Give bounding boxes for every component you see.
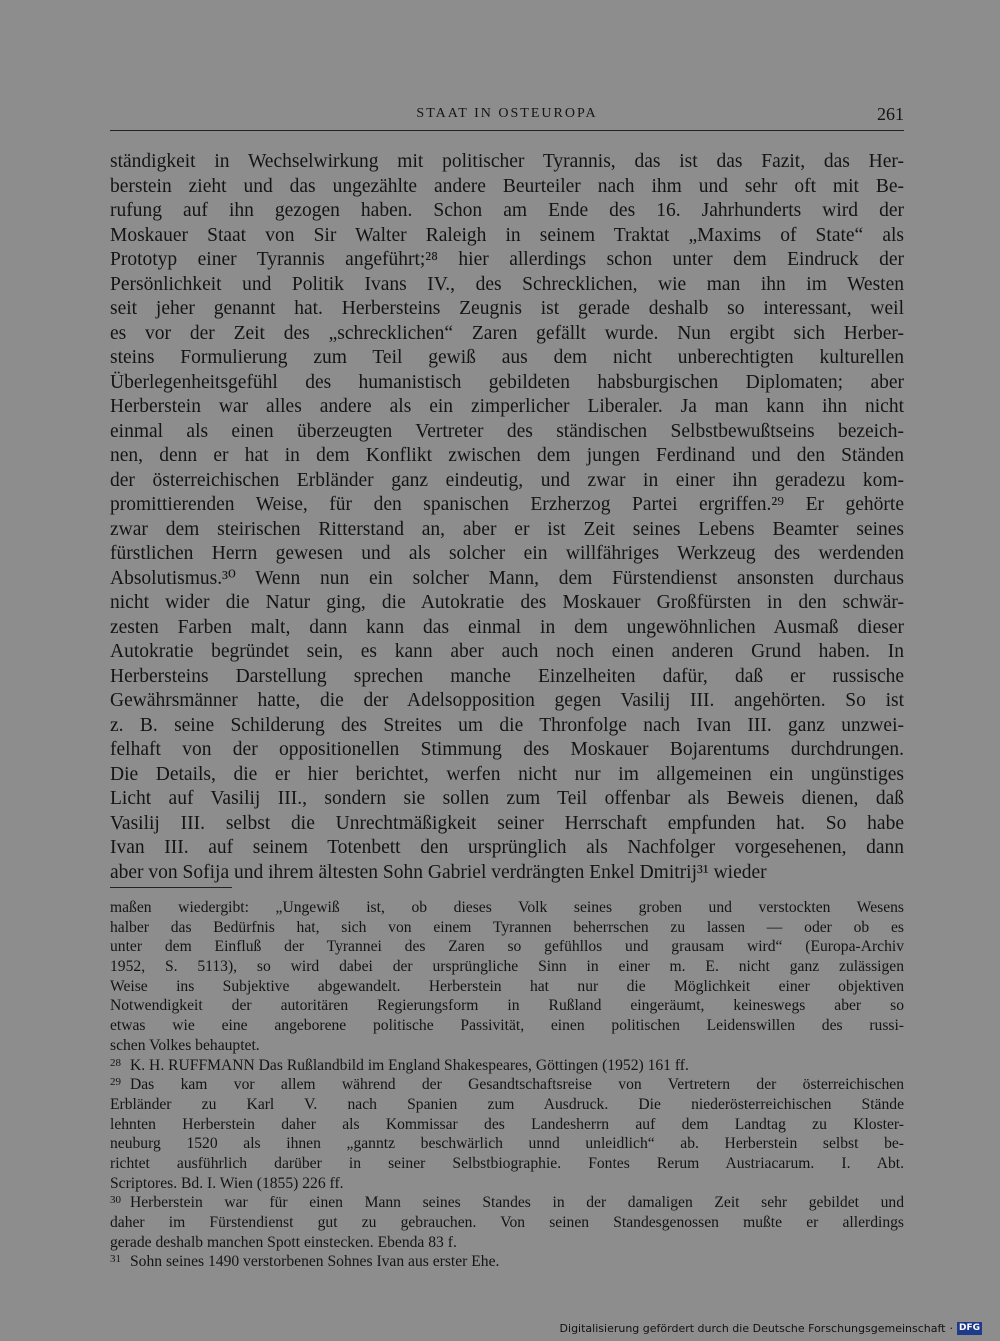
footnote-text: halber das Bedürfnis hat, sich von einem Tyrannen beherrschen zu lassen — oder ob es xyxy=(110,918,904,936)
footnote-text: neuburg 1520 als ihnen „ganntz beschwärlich unnd unleidlich“ ab. Herberstein selbst be- xyxy=(110,1135,904,1153)
body-line: ständigkeit in Wechselwirkung mit politischer Tyrannis, das ist das Fazit, das Her- xyxy=(110,151,904,172)
body-line: rufung auf ihn gezogen haben. Schon am Ende des 16. Jahrhunderts wird der xyxy=(110,200,904,221)
running-title: STAAT IN OSTEUROPA xyxy=(416,106,598,121)
footnote-text: etwas wie eine angeborene politische Passivität, einen politischen Leidenswillen des russi- xyxy=(110,1017,904,1035)
footnote-text: Notwendigkeit der autoritären Regierungsform in Rußland eingeräumt, keineswegs aber so xyxy=(110,997,904,1015)
body-line: promittierenden Weise, für den spanischen Erzherzog Partei ergriffen.²⁹ Er gehörte xyxy=(110,494,904,515)
footnote-text: Scriptores. Bd. I. Wien (1855) 226 ff. xyxy=(110,1174,344,1192)
body-line: z. B. seine Schilderung des Streites um die Thronfolge nach Ivan III. ganz unzwei- xyxy=(110,714,904,736)
footnote-text: richtet ausführlich darüber in seiner Selbstbiographie. Fontes Rerum Austriacarum. I. Abt. xyxy=(110,1154,904,1172)
body-line: felhaft von der oppositionellen Stimmung des Moskauer Bojarentums durchdrungen. xyxy=(110,739,904,760)
body-line: Prototyp einer Tyrannis angeführt;²⁸ hier allerdings schon unter dem Eindruck der xyxy=(110,249,904,270)
footnote-31 xyxy=(110,1252,904,1272)
footnote-text: daher im Fürstendienst gut zu gebrauchen. Von seinen Standesgenossen mußte er allerdings xyxy=(110,1214,904,1231)
body-line: Herbersteins Darstellung sprechen manche Einzelheiten dafür, daß er russische xyxy=(110,665,904,687)
footnote-line xyxy=(110,996,904,1016)
footnote-marker: 29 xyxy=(110,1076,121,1089)
body-line: einmal als einen überzeugten Vertreter des ständischen Selbstbewußtseins bezeich- xyxy=(110,420,904,442)
body-line: es vor der Zeit des „schrecklichen“ Zaren gefällt wurde. Nun ergibt sich Herber- xyxy=(110,322,904,344)
body-line: Absolutismus.³⁰ Wenn nun ein solcher Mann, dem Fürstendienst ansonsten durchaus xyxy=(110,567,904,589)
footnote-line xyxy=(110,898,904,918)
footnote-text: unter dem Einfluß der Tyrannei des Zaren so gefühllos und grausam wird“ (Europa-Archiv xyxy=(110,938,904,956)
body-line: Die Details, die er hier berichtet, werfen nicht nur im allgemeinen ein ungünstiges xyxy=(110,763,904,785)
body-line: Autokratie begründet sein, es kann aber auch noch einen anderen Grund haben. In xyxy=(110,641,904,662)
footnote-text: Das kam vor allem während der Gesandtschaftsreise von Vertretern der österreichischen xyxy=(130,1076,904,1094)
body-line: Moskauer Staat von Sir Walter Raleigh in seinem Traktat „Maxims of State“ als xyxy=(110,224,904,246)
footnote-line xyxy=(110,1154,904,1174)
body-line: Persönlichkeit und Politik Ivans IV., des Schrecklichen, wie man ihn im Westen xyxy=(110,273,904,295)
body-line: Herberstein war alles andere als ein zimperlicher Liberaler. Ja man kann ihn nicht xyxy=(110,396,904,417)
body-text xyxy=(110,150,904,885)
footnote-text: gerade deshalb manchen Spott einstecken. Ebenda 83 f. xyxy=(110,1233,457,1251)
footnote-text: 1952, S. 5113), so wird dabei der ursprüngliche Sinn in einer m. E. nicht ganz zulässigen xyxy=(110,958,904,976)
body-line: Überlegenheitsgefühl des humanistisch gebildeten habsburgischen Diplomaten; aber xyxy=(110,371,904,393)
footnote-line xyxy=(110,1095,904,1115)
page-header xyxy=(110,104,904,128)
body-line: nicht wider die Natur ging, die Autokratie des Moskauer Großfürsten in den schwär- xyxy=(110,592,904,613)
footnote-text: Herberstein war für einen Mann seines Standes in der damaligen Zeit sehr gebildet und xyxy=(130,1194,904,1212)
body-line: Licht auf Vasilij III., sondern sie sollen zum Teil offenbar als Beweis dienen, daß xyxy=(110,788,904,809)
footnote-line xyxy=(110,957,904,977)
footnotes xyxy=(110,898,904,1272)
body-line: berstein zieht und das ungezählte andere Beurteiler nach ihm und sehr oft mit Be- xyxy=(110,175,904,197)
footnote-line xyxy=(110,1213,904,1233)
footnote-29 xyxy=(110,1075,904,1095)
footnote-30 xyxy=(110,1193,904,1213)
body-line: Gewährsmänner hatte, die der Adelsopposition gegen Vasilij III. angehörten. So ist xyxy=(110,690,904,711)
footnote-line xyxy=(110,977,904,997)
dfg-logo: DFG xyxy=(958,1322,980,1333)
footnote-text: Weise ins Subjektive abgewandelt. Herberstein hat nur die Möglichkeit einer objektiven xyxy=(110,977,904,995)
footnote-line xyxy=(110,918,904,938)
footnote-line xyxy=(110,937,904,957)
body-line: aber von Sofija und ihrem ältesten Sohn Gabriel verdrängten Enkel Dmitrij³¹ wieder xyxy=(110,861,767,883)
footnote-rule xyxy=(110,887,232,888)
footnote-text: K. H. RUFFMANN Das Rußlandbild im England Shakespeares, Göttingen (1952) 161 ff. xyxy=(130,1056,689,1074)
body-line: zesten Farben malt, dann kann das einmal in dem ungewöhnlichen Ausmaß dieser xyxy=(110,616,904,638)
body-line: nen, denn er hat in dem Konflikt zwischen dem jungen Ferdinand und den Ständen xyxy=(110,445,904,466)
footnote-marker: 30 xyxy=(110,1194,121,1207)
digitization-credit: Digitalisierung gefördert durch die Deutsche Forschungsgemeinschaft · DFG xyxy=(559,1321,980,1335)
footnote-text: maßen wiedergibt: „Ungewiß ist, ob dieses Volk seines groben und verstockten Wesens xyxy=(110,899,904,916)
body-line: steins Formulierung zum Teil gewiß aus dem nicht unberechtigten kulturellen xyxy=(110,347,904,368)
footnote-marker: 31 xyxy=(110,1253,121,1266)
body-line: der österreichischen Erbländer ganz eindeutig, und zwar in einer ihn geradezu kom- xyxy=(110,469,904,491)
footnote-text: schen Volkes behauptet. xyxy=(110,1036,260,1054)
footnote-line xyxy=(110,1016,904,1036)
footnote-text: Sohn seines 1490 verstorbenen Sohnes Ivan aus erster Ehe. xyxy=(130,1253,500,1271)
footnote-line xyxy=(110,1233,904,1253)
body-line: fürstlichen Herrn gewesen und als solcher ein willfähriges Werkzeug des werdenden xyxy=(110,543,904,564)
footnote-line xyxy=(110,1134,904,1154)
footnote-28 xyxy=(110,1056,904,1076)
footnote-text: lehnten Herberstein daher als Kommissar des Landesherrn auf dem Landtag zu Kloster- xyxy=(110,1115,904,1133)
footnote-text: Erbländer zu Karl V. nach Spanien zum Ausdruck. Die niederösterreichischen Stände xyxy=(110,1095,904,1113)
page-number: 261 xyxy=(877,104,904,124)
body-line: Vasilij III. selbst die Unrechtmäßigkeit seiner Herrschaft empfunden hat. So habe xyxy=(110,812,904,834)
credit-text: Digitalisierung gefördert durch die Deutsche Forschungsgemeinschaft xyxy=(559,1321,946,1335)
body-line: Ivan III. auf seinem Totenbett den ursprünglich als Nachfolger vorgesehenen, dann xyxy=(110,837,904,858)
footnote-line xyxy=(110,1115,904,1135)
body-line: zwar dem steirischen Ritterstand an, aber er ist Zeit seines Lebens Beamter seines xyxy=(110,518,904,540)
footnote-marker: 28 xyxy=(110,1056,121,1069)
footnote-line xyxy=(110,1174,904,1194)
footnote-line xyxy=(110,1036,904,1056)
body-line: seit jeher genannt hat. Herbersteins Zeugnis ist gerade deshalb so interessant, weil xyxy=(110,298,904,319)
header-rule xyxy=(110,130,904,131)
